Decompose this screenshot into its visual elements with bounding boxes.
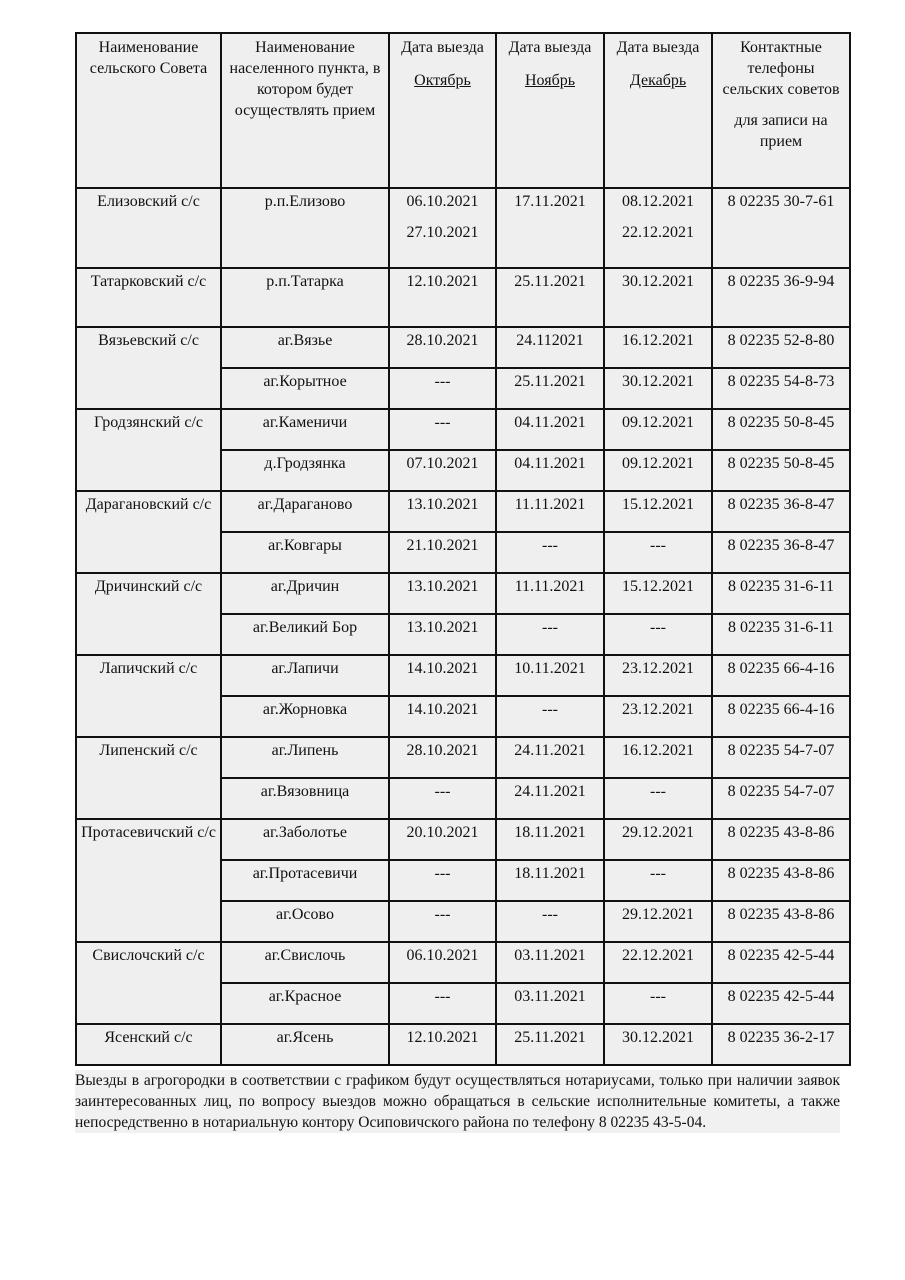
- header-date-label: Дата выезда: [401, 39, 484, 56]
- date-december-cell: ---: [604, 614, 712, 655]
- date-november-cell: 17.11.2021: [496, 188, 604, 268]
- date-october-cell: 20.10.2021: [389, 819, 496, 860]
- settlement-cell: аг.Осово: [221, 901, 389, 942]
- table-row: [76, 491, 850, 532]
- date-december-cell: ---: [604, 778, 712, 819]
- council-cell: Елизовский с/с: [76, 188, 221, 268]
- phone-cell: 8 02235 43-8-86: [712, 819, 850, 860]
- header-row: [76, 33, 850, 188]
- date-december-cell: ---: [604, 860, 712, 901]
- date-value: 08.12.2021: [622, 193, 694, 210]
- date-november-cell: 03.11.2021: [496, 983, 604, 1024]
- settlement-cell: аг.Лапичи: [221, 655, 389, 696]
- header-date-label: Дата выезда: [616, 39, 700, 56]
- settlement-cell: аг.Вязовница: [221, 778, 389, 819]
- date-november-cell: 24.112021: [496, 327, 604, 368]
- council-cell: Дарагановский с/с: [76, 491, 221, 573]
- council-cell: Гродзянский с/с: [76, 409, 221, 491]
- date-october-cell: 21.10.2021: [389, 532, 496, 573]
- date-november-cell: 18.11.2021: [496, 860, 604, 901]
- date-december-cell: 09.12.2021: [604, 450, 712, 491]
- date-october-cell: 28.10.2021: [389, 327, 496, 368]
- header-date-october: [389, 33, 496, 188]
- date-november-cell: ---: [496, 532, 604, 573]
- date-november-cell: 11.11.2021: [496, 491, 604, 532]
- council-cell: Татарковский с/с: [76, 268, 221, 327]
- settlement-cell: аг.Великий Бор: [221, 614, 389, 655]
- settlement-cell: аг.Красное: [221, 983, 389, 1024]
- date-october-cell: 12.10.2021: [389, 268, 496, 327]
- date-november-cell: 25.11.2021: [496, 1024, 604, 1065]
- date-december-cell: 09.12.2021: [604, 409, 712, 450]
- table-row: [76, 573, 850, 614]
- header-contacts-sub: для записи на прием: [734, 112, 828, 151]
- settlement-cell: аг.Вязье: [221, 327, 389, 368]
- date-december-cell: ---: [604, 983, 712, 1024]
- date-november-cell: 04.11.2021: [496, 450, 604, 491]
- phone-cell: 8 02235 54-8-73: [712, 368, 850, 409]
- date-october-cell: 14.10.2021: [389, 655, 496, 696]
- date-november-cell: 24.11.2021: [496, 778, 604, 819]
- date-value-second: 22.12.2021: [622, 224, 694, 242]
- phone-cell: 8 02235 52-8-80: [712, 327, 850, 368]
- settlement-cell: аг.Дричин: [221, 573, 389, 614]
- date-november-cell: 24.11.2021: [496, 737, 604, 778]
- phone-cell: 8 02235 66-4-16: [712, 655, 850, 696]
- phone-cell: 8 02235 36-8-47: [712, 532, 850, 573]
- date-october-cell: 13.10.2021: [389, 573, 496, 614]
- settlement-cell: аг.Свислочь: [221, 942, 389, 983]
- date-december-cell: 30.12.2021: [604, 268, 712, 327]
- date-october-cell: ---: [389, 983, 496, 1024]
- date-october-cell: 14.10.2021: [389, 696, 496, 737]
- date-november-cell: 10.11.2021: [496, 655, 604, 696]
- header-settlement: [221, 33, 389, 188]
- date-october-cell: ---: [389, 860, 496, 901]
- header-contacts-label: Контактные телефоны сельских советов: [722, 39, 840, 99]
- council-cell: Вязьевский с/с: [76, 327, 221, 409]
- date-october-cell: ---: [389, 409, 496, 450]
- date-november-cell: 25.11.2021: [496, 268, 604, 327]
- date-october-cell: ---: [389, 368, 496, 409]
- date-december-cell: 30.12.2021: [604, 368, 712, 409]
- date-october-cell: [389, 188, 496, 268]
- date-november-cell: 18.11.2021: [496, 819, 604, 860]
- phone-cell: 8 02235 30-7-61: [712, 188, 850, 268]
- settlement-cell: аг.Ковгары: [221, 532, 389, 573]
- settlement-cell: аг.Липень: [221, 737, 389, 778]
- date-october-cell: ---: [389, 901, 496, 942]
- table-row: [76, 327, 850, 368]
- table-row: [76, 942, 850, 983]
- date-november-cell: 11.11.2021: [496, 573, 604, 614]
- phone-cell: 8 02235 54-7-07: [712, 737, 850, 778]
- date-october-cell: 13.10.2021: [389, 491, 496, 532]
- header-contacts: [712, 33, 850, 188]
- date-value-second: 27.10.2021: [406, 224, 479, 242]
- header-settlement-label: Наименование населенного пункта, в котором будет осуществлять прием: [229, 39, 381, 120]
- header-month-november: Ноябрь: [524, 72, 576, 90]
- date-november-cell: 04.11.2021: [496, 409, 604, 450]
- table-row: [76, 655, 850, 696]
- date-december-cell: 23.12.2021: [604, 655, 712, 696]
- date-october-cell: 12.10.2021: [389, 1024, 496, 1065]
- council-cell: Дричинский с/с: [76, 573, 221, 655]
- header-date-label: Дата выезда: [508, 39, 592, 56]
- date-november-cell: ---: [496, 901, 604, 942]
- date-december-cell: 23.12.2021: [604, 696, 712, 737]
- date-december-cell: 29.12.2021: [604, 901, 712, 942]
- settlement-cell: аг.Корытное: [221, 368, 389, 409]
- date-december-cell: 15.12.2021: [604, 573, 712, 614]
- table-row: [76, 1024, 850, 1065]
- phone-cell: 8 02235 36-2-17: [712, 1024, 850, 1065]
- council-cell: Свислочский с/с: [76, 942, 221, 1024]
- phone-cell: 8 02235 66-4-16: [712, 696, 850, 737]
- phone-cell: 8 02235 43-8-86: [712, 860, 850, 901]
- phone-cell: 8 02235 31-6-11: [712, 573, 850, 614]
- phone-cell: 8 02235 31-6-11: [712, 614, 850, 655]
- header-council-label: Наименование сельского Совета: [89, 39, 208, 78]
- date-december-cell: 29.12.2021: [604, 819, 712, 860]
- date-october-cell: 07.10.2021: [389, 450, 496, 491]
- phone-cell: 8 02235 43-8-86: [712, 901, 850, 942]
- council-cell: Липенский с/с: [76, 737, 221, 819]
- date-december-cell: 16.12.2021: [604, 327, 712, 368]
- settlement-cell: д.Гродзянка: [221, 450, 389, 491]
- date-october-cell: 28.10.2021: [389, 737, 496, 778]
- table-row: [76, 188, 850, 268]
- date-november-cell: ---: [496, 696, 604, 737]
- table-row: [76, 737, 850, 778]
- council-cell: Ясенский с/с: [76, 1024, 221, 1065]
- table-row: [76, 409, 850, 450]
- header-month-december: Декабрь: [629, 72, 687, 90]
- phone-cell: 8 02235 36-8-47: [712, 491, 850, 532]
- settlement-cell: аг.Каменичи: [221, 409, 389, 450]
- phone-cell: 8 02235 36-9-94: [712, 268, 850, 327]
- settlement-cell: аг.Протасевичи: [221, 860, 389, 901]
- header-council: [76, 33, 221, 188]
- phone-cell: 8 02235 42-5-44: [712, 983, 850, 1024]
- header-date-december: [604, 33, 712, 188]
- date-november-cell: 25.11.2021: [496, 368, 604, 409]
- date-october-cell: 13.10.2021: [389, 614, 496, 655]
- date-october-cell: 06.10.2021: [389, 942, 496, 983]
- date-october-cell: ---: [389, 778, 496, 819]
- date-value: 06.10.2021: [406, 193, 479, 210]
- header-month-october: Октябрь: [414, 72, 471, 90]
- schedule-table: [75, 32, 851, 1066]
- date-november-cell: 03.11.2021: [496, 942, 604, 983]
- footnote-paragraph: Выезды в агрогородки в соответствии с графиком будут осуществляться нотариусами, только при наличии заявок заинтересованных лиц, по вопросу выездов можно обращаться в сельские исполнительные комитеты, а также непосредственно в нотариальную контору Осиповичского района по телефону 8 02235 43-5-04.: [75, 1072, 840, 1131]
- phone-cell: 8 02235 50-8-45: [712, 409, 850, 450]
- table-row: [76, 268, 850, 327]
- date-december-cell: 15.12.2021: [604, 491, 712, 532]
- settlement-cell: р.п.Елизово: [221, 188, 389, 268]
- date-december-cell: ---: [604, 532, 712, 573]
- date-november-cell: ---: [496, 614, 604, 655]
- phone-cell: 8 02235 42-5-44: [712, 942, 850, 983]
- settlement-cell: аг.Ясень: [221, 1024, 389, 1065]
- council-cell: Протасевичский с/с: [76, 819, 221, 942]
- settlement-cell: аг.Заболотье: [221, 819, 389, 860]
- header-date-november: [496, 33, 604, 188]
- settlement-cell: аг.Дараганово: [221, 491, 389, 532]
- date-december-cell: 30.12.2021: [604, 1024, 712, 1065]
- phone-cell: 8 02235 50-8-45: [712, 450, 850, 491]
- date-december-cell: [604, 188, 712, 268]
- table-row: [76, 819, 850, 860]
- date-december-cell: 22.12.2021: [604, 942, 712, 983]
- phone-cell: 8 02235 54-7-07: [712, 778, 850, 819]
- settlement-cell: аг.Жорновка: [221, 696, 389, 737]
- date-december-cell: 16.12.2021: [604, 737, 712, 778]
- settlement-cell: р.п.Татарка: [221, 268, 389, 327]
- council-cell: Лапичский с/с: [76, 655, 221, 737]
